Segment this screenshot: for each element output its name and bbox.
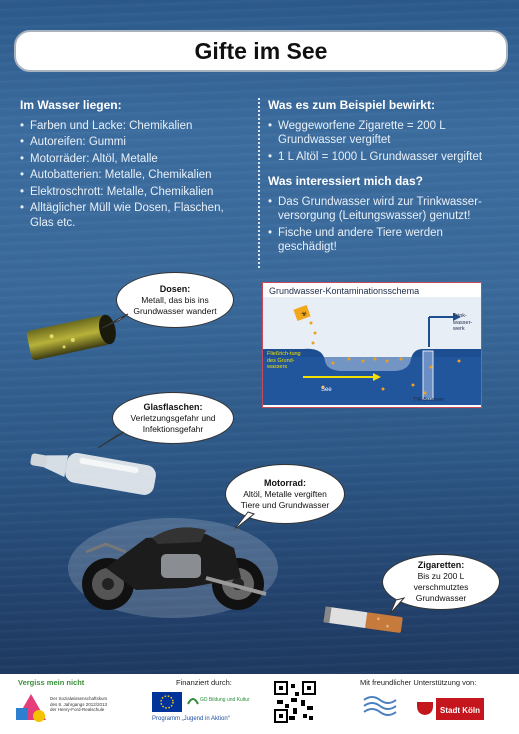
programm-label: Programm „Jugend in Aktion“ [152, 716, 230, 722]
schema-trink-label: Trink-wasser-werk [453, 313, 473, 332]
schema-brunnen-label: TW-Brunnen [413, 397, 445, 403]
motorrad-title: Motorrad: [264, 477, 306, 488]
schema-see-label: See [321, 387, 332, 393]
koeln-crest-icon [416, 696, 434, 716]
eu-flag-icon [152, 692, 182, 712]
schema-title: Grundwasser-Kontaminationsschema [269, 286, 420, 296]
list-item: • Motorräder: Altöl, Metalle [20, 152, 245, 167]
logo-text: Vergiss mein nicht [18, 678, 85, 687]
qr-code-icon [273, 680, 317, 724]
right-column [268, 98, 504, 257]
support-label: Mit freundlicher Unterstützung von: [360, 678, 477, 687]
column-divider [258, 98, 260, 268]
dosen-text: Metall, das bis ins Grundwasser wandert [133, 294, 217, 316]
list-item: • Autoreifen: Gummi [20, 135, 245, 150]
list-item: • Weggeworfene Zigarette = 200 L Grundwasser vergiftet [268, 119, 504, 148]
glas-title: Glasflaschen: [143, 401, 203, 412]
zigaretten-text: Bis zu 200 L verschmutztes Grundwasser [413, 571, 469, 603]
right-list-2 [268, 195, 504, 255]
left-column [20, 98, 245, 232]
school-logo-icon [14, 692, 48, 722]
list-item: • Alltäglicher Müll wie Dosen, Flaschen, Glas etc. [20, 201, 245, 230]
list-item: • Autobatterien: Metalle, Chemikalien [20, 168, 245, 183]
right-heading-1: Was es zum Beispiel bewirkt: [268, 98, 435, 112]
stadt-label: Stadt Köln [440, 706, 480, 715]
jugend-logo-icon [186, 694, 200, 708]
left-list [20, 119, 245, 231]
list-item: • Elektroschrott: Metalle, Chemikalien [20, 185, 245, 200]
wave-logo-icon [362, 692, 402, 720]
svg-text:☣: ☣ [301, 311, 308, 318]
list-item: • Farben und Lacke: Chemikalien [20, 119, 245, 134]
bottle-image [20, 440, 168, 500]
title-box [14, 30, 508, 72]
motorrad-text: Altöl, Metalle vergiften Tiere und Grundwasser [240, 488, 330, 510]
list-item: • Das Grundwasser wird zur Trinkwasser-versorgung (Leitungswasser) genutzt! [268, 195, 504, 224]
school-text: Der Sozialwissenschaftskurs des 8. Jahrgangs 2012/2013 der Henry-Ford-Realschule [50, 696, 108, 712]
dosen-bubble-tail [100, 312, 130, 332]
right-list-1 [268, 119, 504, 165]
cigarette-image [322, 604, 408, 638]
zigaretten-title: Zigaretten: [417, 560, 465, 570]
footer [0, 674, 519, 734]
list-item: • Fische und andere Tiere werden geschädigt! [268, 226, 504, 255]
contamination-schema [262, 282, 482, 408]
glas-text: Verletzungsgefahr und Infektionsgefahr [130, 412, 216, 434]
page-title: Gifte im See [194, 37, 328, 64]
dosen-bubble [116, 272, 234, 328]
dosen-title: Dosen: [159, 283, 191, 294]
eu-label: GD Bildung und Kultur [200, 697, 250, 703]
list-item: • 1 L Altöl = 1000 L Grundwasser vergiftet [268, 150, 504, 165]
glas-bubble [112, 392, 234, 444]
financed-label: Finanziert durch: [176, 678, 232, 687]
right-heading-2: Was interessiert mich das? [268, 174, 423, 188]
motorcycle-image [66, 508, 280, 620]
schema-flow-label: Fließrich-tung des Grund-wassers [267, 351, 301, 370]
left-heading: Im Wasser liegen: [20, 98, 122, 112]
stadt-koeln-badge [436, 698, 484, 720]
